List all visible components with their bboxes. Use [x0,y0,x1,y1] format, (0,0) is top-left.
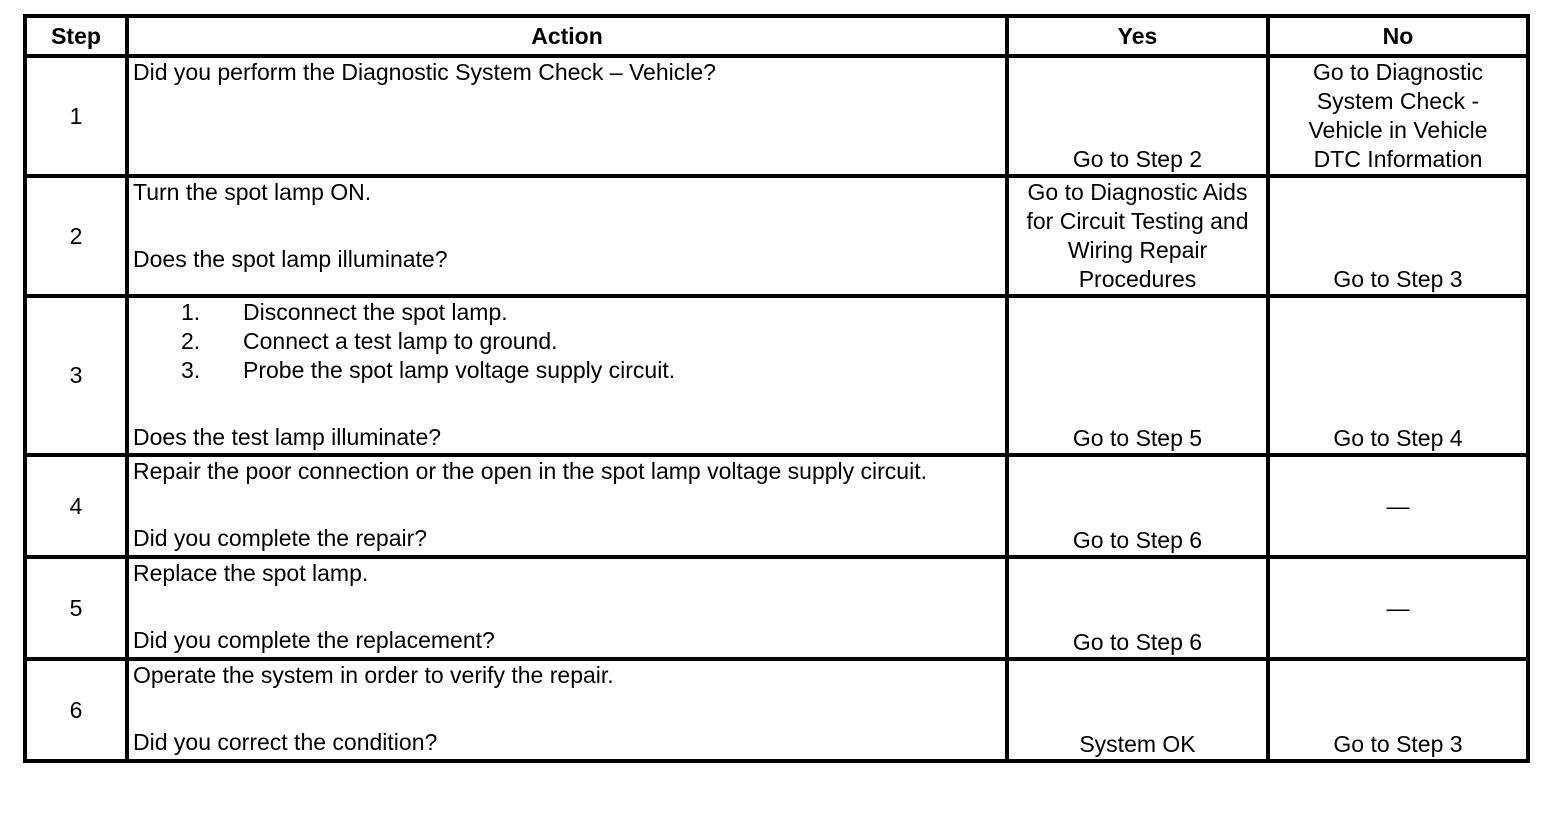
step-number: 1 [25,56,127,176]
substep-number: 1. [181,299,201,325]
header-yes: Yes [1007,16,1268,56]
no-dash: — [1386,594,1410,621]
action-cell [127,56,1007,176]
yes-link[interactable]: Go to Step 5 [1072,425,1203,451]
action-cell [127,557,1007,659]
yes-line: Go to Diagnostic Aids [1027,179,1248,205]
substep-text: Probe the spot lamp voltage supply circuit. [243,357,676,383]
no-line: DTC Information [1313,146,1483,172]
action-text: Turn the spot lamp ON. [133,179,372,205]
substep-number: 3. [181,357,201,383]
no-line: Go to Diagnostic [1312,59,1484,85]
step-number: 5 [25,557,127,659]
no-dash: — [1386,492,1410,519]
yes-cell [1007,56,1268,176]
substep-number: 2. [181,328,201,354]
table-row [25,296,1528,455]
list-item [133,298,1001,327]
diagnostic-table [23,14,1530,763]
yes-cell [1007,557,1268,659]
no-line: Vehicle in Vehicle [1308,117,1488,143]
yes-line: for Circuit Testing and [1026,208,1249,234]
no-cell [1268,176,1528,296]
action-cell [127,455,1007,557]
step-number: 4 [25,455,127,557]
no-cell [1268,557,1528,659]
header-row [25,16,1528,56]
list-item [133,356,1001,385]
table-row [25,455,1528,557]
yes-status: System OK [1079,731,1196,757]
action-cell [127,296,1007,455]
table-row [25,176,1528,296]
yes-cell [1007,296,1268,455]
question-text: Did you complete the replacement? [133,627,495,653]
action-cell [127,176,1007,296]
no-cell [1268,455,1528,557]
action-cell [127,659,1007,761]
action-text: Replace the spot lamp. [133,560,369,586]
question-text: Does the spot lamp illuminate? [133,246,448,272]
header-step: Step [25,16,127,56]
no-link[interactable]: Go to Step 3 [1333,731,1463,757]
substep-text: Connect a test lamp to ground. [243,328,558,354]
action-text: Operate the system in order to verify the repair. [133,662,614,688]
yes-cell [1007,455,1268,557]
table-row [25,557,1528,659]
no-link[interactable]: Go to Step 4 [1333,425,1463,451]
question-text: Does the test lamp illuminate? [133,424,442,450]
yes-cell [1007,659,1268,761]
header-no: No [1268,16,1528,56]
no-cell [1268,296,1528,455]
list-item [133,327,1001,356]
no-link[interactable]: Go to Step 3 [1333,266,1463,292]
step-number: 6 [25,659,127,761]
yes-link[interactable]: Go to Step 6 [1072,629,1203,655]
yes-cell [1007,176,1268,296]
step-number: 2 [25,176,127,296]
table-row [25,56,1528,176]
yes-line: Procedures [1078,266,1197,292]
no-cell [1268,659,1528,761]
action-text: Repair the poor connection or the open in the spot lamp voltage supply circuit. [133,458,927,484]
table-row [25,659,1528,761]
question-text: Did you complete the repair? [133,525,428,551]
yes-link[interactable]: Go to Step 6 [1072,527,1203,553]
yes-link[interactable]: Go to Step 2 [1072,146,1203,172]
header-action: Action [127,16,1007,56]
substep-text: Disconnect the spot lamp. [243,299,508,325]
no-link[interactable] [1274,58,1522,174]
no-line: System Check - [1316,88,1480,114]
yes-link[interactable] [1013,178,1262,294]
step-number: 3 [25,296,127,455]
action-text: Did you perform the Diagnostic System Check – Vehicle? [133,59,716,85]
question-text: Did you correct the condition? [133,729,438,755]
no-cell [1268,56,1528,176]
substep-list [133,298,1001,385]
yes-line: Wiring Repair [1067,237,1208,263]
